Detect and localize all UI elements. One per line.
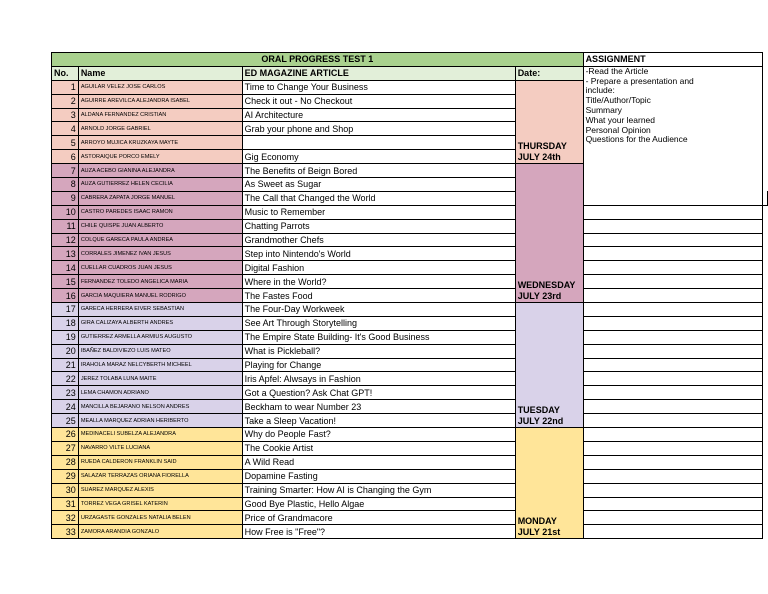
article-title[interactable]: Good Bye Plastic, Hello Algae (242, 497, 515, 511)
table-row (52, 441, 768, 455)
table-row (52, 386, 768, 400)
student-name[interactable]: GUTIERREZ ARMELLA ARMIUS AUGUSTO (78, 330, 242, 344)
row-number[interactable]: 22 (52, 372, 79, 386)
date-label: JULY 24th (517, 152, 561, 163)
table-row (52, 469, 768, 483)
row-number[interactable]: 19 (52, 330, 79, 344)
assignment-cell[interactable] (583, 344, 762, 358)
assignment-cell[interactable] (583, 219, 762, 233)
article-title[interactable]: The Empire State Building- It's Good Business (242, 330, 515, 344)
student-name[interactable]: GIRA CALIZAYA ALBERTH ANDRES (78, 316, 242, 330)
student-name[interactable]: IBAÑEZ BALDIVIEZO LUIS MATEO (78, 344, 242, 358)
date-label: JULY 22nd (517, 416, 564, 427)
article-title[interactable]: What is Pickleball? (242, 344, 515, 358)
student-name[interactable]: NAVARRO VILTE LUCIANA (78, 441, 242, 455)
assignment-cell[interactable] (583, 386, 762, 400)
table-row (52, 358, 768, 372)
student-name[interactable]: TORREZ VEGA GRISEL KATERIN (78, 497, 242, 511)
assignment-cell[interactable] (763, 191, 768, 205)
student-name[interactable]: MEDINACELI SUBELZA ALEJANDRA (78, 428, 242, 442)
assignment-cell[interactable] (583, 330, 762, 344)
row-number[interactable]: 27 (52, 441, 79, 455)
assignment-cell[interactable] (583, 497, 762, 511)
presentation-date[interactable] (515, 303, 583, 428)
article-title[interactable]: Check it out - No Checkout (242, 94, 515, 108)
table-row (52, 205, 768, 219)
row-number[interactable]: 32 (52, 511, 79, 525)
article-title[interactable]: The Call that Changed the World (242, 191, 515, 205)
assignment-cell[interactable] (583, 525, 762, 539)
day-label: WEDNESDAY (517, 280, 576, 291)
row-number[interactable]: 6 (52, 150, 79, 164)
row-number[interactable]: 14 (52, 261, 79, 275)
article-title[interactable]: Price of Grandmacore (242, 511, 515, 525)
row-number[interactable]: 28 (52, 455, 79, 469)
table-row (52, 400, 768, 414)
assignment-cell[interactable] (583, 261, 762, 275)
article-title[interactable]: How Free is "Free"? (242, 525, 515, 539)
table-row (52, 261, 768, 275)
article-title[interactable]: Time to Change Your Business (242, 80, 515, 94)
article-title[interactable]: AI Architecture (242, 108, 515, 122)
row-number[interactable]: 13 (52, 247, 79, 261)
table-row (52, 303, 768, 317)
progress-test-table (51, 52, 768, 539)
date-label: JULY 21st (517, 527, 561, 538)
row-number[interactable]: 7 (52, 164, 79, 178)
day-label: MONDAY (517, 516, 557, 527)
article-title[interactable]: Got a Question? Ask Chat GPT! (242, 386, 515, 400)
article-title[interactable]: Iris Apfel: Alwsays in Fashion (242, 372, 515, 386)
row-number[interactable]: 30 (52, 483, 79, 497)
article-title[interactable]: Grandmother Chefs (242, 233, 515, 247)
sheet-title[interactable]: ORAL PROGRESS TEST 1 (52, 53, 584, 67)
student-name[interactable]: CASTRO PAREDES ISAAC RAMON (78, 205, 242, 219)
day-label: THURSDAY (517, 141, 567, 152)
row-number[interactable]: 10 (52, 205, 79, 219)
article-title[interactable]: Gig Economy (242, 150, 515, 164)
assignment-cell[interactable] (583, 303, 762, 317)
row-number[interactable]: 26 (52, 428, 79, 442)
student-name[interactable]: ASTORAIQUE PORCO EMELY (78, 150, 242, 164)
article-title[interactable]: See Art Through Storytelling (242, 316, 515, 330)
assignment-header[interactable]: ASSIGNMENT (583, 53, 762, 67)
student-name[interactable]: AGUIRRE AREVILCA ALEJANDRA ISABEL (78, 94, 242, 108)
assignment-cell[interactable] (583, 483, 762, 497)
table-row (52, 428, 768, 442)
header-name[interactable]: Name (78, 66, 242, 80)
assignment-line: Title/Author/Topic (585, 95, 651, 106)
student-name[interactable]: ZAMORA ARANDIA GONZALO (78, 525, 242, 539)
table-row (52, 372, 768, 386)
article-title[interactable] (242, 136, 515, 150)
table-row (52, 455, 768, 469)
table-row (52, 483, 768, 497)
student-name[interactable]: IRAHOLA MARAZ NELCYBERTH MICHEEL (78, 358, 242, 372)
student-name[interactable]: MEALLA MARQUEZ ADRIAN HERIBERTO (78, 414, 242, 428)
date-label: JULY 23rd (517, 291, 562, 302)
row-number[interactable]: 23 (52, 386, 79, 400)
table-row (52, 275, 768, 289)
row-number[interactable]: 33 (52, 525, 79, 539)
row-number[interactable]: 8 (52, 178, 79, 192)
assignment-cell[interactable] (583, 247, 762, 261)
article-title[interactable]: The Benefits of Beign Bored (242, 164, 515, 178)
assignment-instructions[interactable] (583, 66, 762, 205)
header-article[interactable]: ED MAGAZINE ARTICLE (242, 66, 515, 80)
table-row (52, 511, 768, 525)
row-number[interactable]: 3 (52, 108, 79, 122)
assignment-cell[interactable] (583, 275, 762, 289)
assignment-line: Personal Opinion (585, 124, 651, 135)
assignment-cell[interactable] (583, 428, 762, 442)
row-number[interactable]: 9 (52, 191, 79, 205)
assignment-line: What your learned (585, 114, 656, 125)
assignment-cell[interactable] (583, 316, 762, 330)
header-no[interactable]: No. (52, 66, 79, 80)
article-title[interactable]: Chatting Parrots (242, 219, 515, 233)
student-name[interactable]: ARROYO MUJICA KRUZKAYA MAYTE (78, 136, 242, 150)
student-name[interactable]: CHILE QUISPE JUAN ALBERTO (78, 219, 242, 233)
assignment-cell[interactable] (583, 455, 762, 469)
presentation-date[interactable] (515, 164, 583, 303)
row-number[interactable]: 18 (52, 316, 79, 330)
table-row (52, 289, 768, 303)
table-row (52, 344, 768, 358)
student-name[interactable]: ALDANA FERNANDEZ CRISTIAN (78, 108, 242, 122)
row-number[interactable]: 20 (52, 344, 79, 358)
assignment-cell[interactable] (583, 441, 762, 455)
student-name[interactable]: FERNANDEZ TOLEDO ANGELICA MARIA (78, 275, 242, 289)
assignment-cell[interactable] (583, 233, 762, 247)
assignment-cell[interactable] (583, 289, 762, 303)
student-name[interactable]: SALAZAR TERRAZAS ORIANA FIORELLA (78, 469, 242, 483)
article-title[interactable]: A Wild Read (242, 455, 515, 469)
table-row (52, 525, 768, 539)
presentation-date[interactable] (515, 428, 583, 539)
table-row (52, 247, 768, 261)
student-name[interactable]: AGUILAR VELEZ JOSE CARLOS (78, 80, 242, 94)
table-row (52, 233, 768, 247)
student-name[interactable]: CABRERA ZAPATA JORGE MANUEL (78, 191, 242, 205)
row-number[interactable]: 12 (52, 233, 79, 247)
row-number[interactable]: 21 (52, 358, 79, 372)
table-row (52, 330, 768, 344)
assignment-cell[interactable] (583, 469, 762, 483)
student-name[interactable]: AUZA ACEBO GIANINA ALEJANDRA (78, 164, 242, 178)
row-number[interactable]: 16 (52, 289, 79, 303)
row-number[interactable]: 1 (52, 80, 79, 94)
article-title[interactable]: The Cookie Artist (242, 441, 515, 455)
student-name[interactable]: URZAGASTE GONZALES NATALIA BELEN (78, 511, 242, 525)
assignment-line: Questions for the Audience (585, 134, 688, 145)
student-name[interactable]: GARCIA MAQUIERA MANUEL RODRIGO (78, 289, 242, 303)
student-name[interactable]: CORRALES JIMENEZ IVAN JESUS (78, 247, 242, 261)
row-number[interactable]: 25 (52, 414, 79, 428)
presentation-date[interactable] (515, 80, 583, 163)
article-title[interactable]: Take a Sleep Vacation! (242, 414, 515, 428)
assignment-line: include: (585, 85, 615, 96)
header-date[interactable]: Date: (515, 66, 583, 80)
table-row (52, 414, 768, 428)
row-number[interactable]: 5 (52, 136, 79, 150)
assignment-cell[interactable] (583, 400, 762, 414)
article-title[interactable]: The Four-Day Workweek (242, 303, 515, 317)
article-title[interactable]: As Sweet as Sugar (242, 178, 515, 192)
article-title[interactable]: Dopamine Fasting (242, 469, 515, 483)
row-number[interactable]: 11 (52, 219, 79, 233)
article-title[interactable]: Beckham to wear Number 23 (242, 400, 515, 414)
row-number[interactable]: 15 (52, 275, 79, 289)
table-row (52, 219, 768, 233)
assignment-line: Summary (585, 105, 622, 116)
article-title[interactable]: Grab your phone and Shop (242, 122, 515, 136)
table-row (52, 316, 768, 330)
student-name[interactable]: AUZA GUTIERREZ HELEN CECILIA (78, 178, 242, 192)
student-name[interactable]: LEMA CHAMON ADRIANO (78, 386, 242, 400)
article-title[interactable]: Playing for Change (242, 358, 515, 372)
article-title[interactable]: Step into Nintendo's World (242, 247, 515, 261)
article-title[interactable]: Where in the World? (242, 275, 515, 289)
assignment-cell[interactable] (583, 205, 762, 219)
day-label: TUESDAY (517, 405, 560, 416)
article-title[interactable]: The Fastes Food (242, 289, 515, 303)
student-name[interactable]: ARNOLD JORGE GABRIEL (78, 122, 242, 136)
assignment-line: - Prepare a presentation and (585, 75, 694, 86)
student-name[interactable]: CUELLAR CUADROS JUAN JESUS (78, 261, 242, 275)
article-title[interactable]: Training Smarter: How AI is Changing the Gym (242, 483, 515, 497)
row-number[interactable]: 17 (52, 303, 79, 317)
student-name[interactable]: MANCILLA BEJARANO NELSON ANDRES (78, 400, 242, 414)
row-number[interactable]: 24 (52, 400, 79, 414)
assignment-line: -Read the Article (585, 66, 649, 76)
row-number[interactable]: 4 (52, 122, 79, 136)
assignment-cell[interactable] (583, 414, 762, 428)
student-name[interactable]: JEREZ TOLABA LUNA MAITE (78, 372, 242, 386)
row-number[interactable]: 29 (52, 469, 79, 483)
article-title[interactable]: Why do People Fast? (242, 428, 515, 442)
student-name[interactable]: COLQUE GARECA PAULA ANDREA (78, 233, 242, 247)
row-number[interactable]: 2 (52, 94, 79, 108)
row-number[interactable]: 31 (52, 497, 79, 511)
article-title[interactable]: Music to Remember (242, 205, 515, 219)
assignment-cell[interactable] (583, 372, 762, 386)
student-name[interactable]: RUEDA CALDERON FRANKLIN SAID (78, 455, 242, 469)
assignment-cell[interactable] (583, 358, 762, 372)
student-name[interactable]: GARECA HERRERA EIVER SEBASTIAN (78, 303, 242, 317)
table-row (52, 497, 768, 511)
assignment-cell[interactable] (583, 511, 762, 525)
article-title[interactable]: Digital Fashion (242, 261, 515, 275)
student-name[interactable]: SUAREZ MARQUEZ ALEXIS (78, 483, 242, 497)
